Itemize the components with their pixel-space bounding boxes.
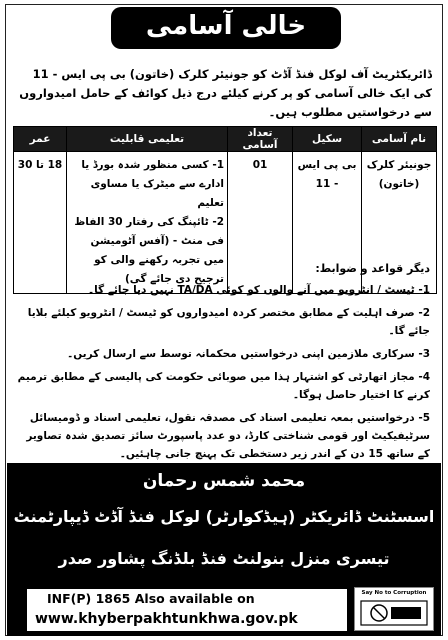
page-title: خالی آسامی: [145, 11, 307, 41]
header-age: عمر: [14, 127, 67, 152]
cell-qualification: [67, 152, 228, 294]
qualification-item-1: 1- کسی منظور شدہ بورڈ یا ادارے سے میٹرک یا مساوی تعلیم: [81, 159, 224, 209]
footer-block: [7, 463, 441, 636]
inf-number: INF(P) 1865 Also available on: [47, 591, 255, 606]
conditions-list: [16, 281, 430, 468]
logo-graphic-icon: [355, 597, 433, 631]
header-post: نام آسامی: [362, 127, 437, 152]
signatory-name: محمد شمس رحمان: [142, 471, 306, 491]
cell-age: 18 تا 30: [14, 152, 67, 294]
table-header-row: [14, 127, 437, 152]
cell-post: جونیئر کلرک (خاتون): [362, 152, 437, 294]
condition-item: 3- سرکاری ملازمین اپنی درخواستیں محکمانہ توسط سے ارسال کریں۔: [67, 348, 430, 360]
office-address: تیسری منزل بنولنٹ فنڈ بلڈنگ پشاور صدر: [58, 549, 390, 568]
advertisement-page: [5, 4, 443, 636]
qualification-item-2: 2- ٹائپنگ کی رفتار 30 الفاظ فی منٹ - (آفس آٹومیشن میں تجربہ رکھنے والی کو ترجیح دی جائے گی): [74, 216, 224, 285]
logo-caption: Say No to Corruption: [361, 590, 427, 596]
intro-text: ڈائریکٹریٹ آف لوکل فنڈ آڈٹ کو جونیئر کلرک (خاتون) بی پی ایس - 11 کی ایک خالی آسامی کو پر کرنے کیلئے درج ذیل کوائف کے حامل امیدواروں سے درخواستیں مطلوب ہیں۔: [19, 67, 432, 119]
cell-count: 01: [228, 152, 293, 294]
header-scale: سکیل: [293, 127, 362, 152]
header-count: تعداد آسامی: [228, 127, 293, 152]
condition-item: 4- مجاز اتھارٹی کو اشتہار ہذا میں صوبائی حکومت کی پالیسی کے مطابق ترمیم کرنے کا اختیار حاصل ہوگا۔: [17, 371, 430, 401]
condition-item: 2- صرف اہلیت کے مطابق مختصر کردہ امیدواروں کو ٹیسٹ / انٹرویو کیلئے بلایا جائے گا۔: [27, 307, 430, 337]
conditions-title: دیگر قواعد و ضوابط:: [315, 262, 430, 275]
title-banner: [111, 7, 341, 49]
signatory-designation: اسسٹنٹ ڈائریکٹر (ہیڈکوارٹر) لوکل فنڈ آڈٹ ڈیپارٹمنٹ: [13, 507, 435, 526]
condition-item: 5- درخواستیں بمعہ تعلیمی اسناد کی مصدقہ نقول، تعلیمی اسناد و ڈومیسائل سرٹیفیکیٹ اور قومی شناختی کارڈ، دو عدد پاسپورٹ سائز تصدیق شدہ تصاویر کے ساتھ 15 دن کے اندر زیر دستخطی تک پہنچ جانی چاہئیں۔: [26, 412, 430, 460]
header-qualification: تعلیمی قابلیت: [67, 127, 228, 152]
cell-scale: بی پی ایس - 11: [293, 152, 362, 294]
condition-item: 1- ٹیسٹ / انٹرویو میں آنے والوں کو کوئی TA/DA نہیں دیا جائے گا۔: [87, 284, 430, 296]
website-link[interactable]: www.khyberpakhtunkhwa.gov.pk: [35, 611, 298, 627]
anti-corruption-logo: [354, 587, 434, 631]
